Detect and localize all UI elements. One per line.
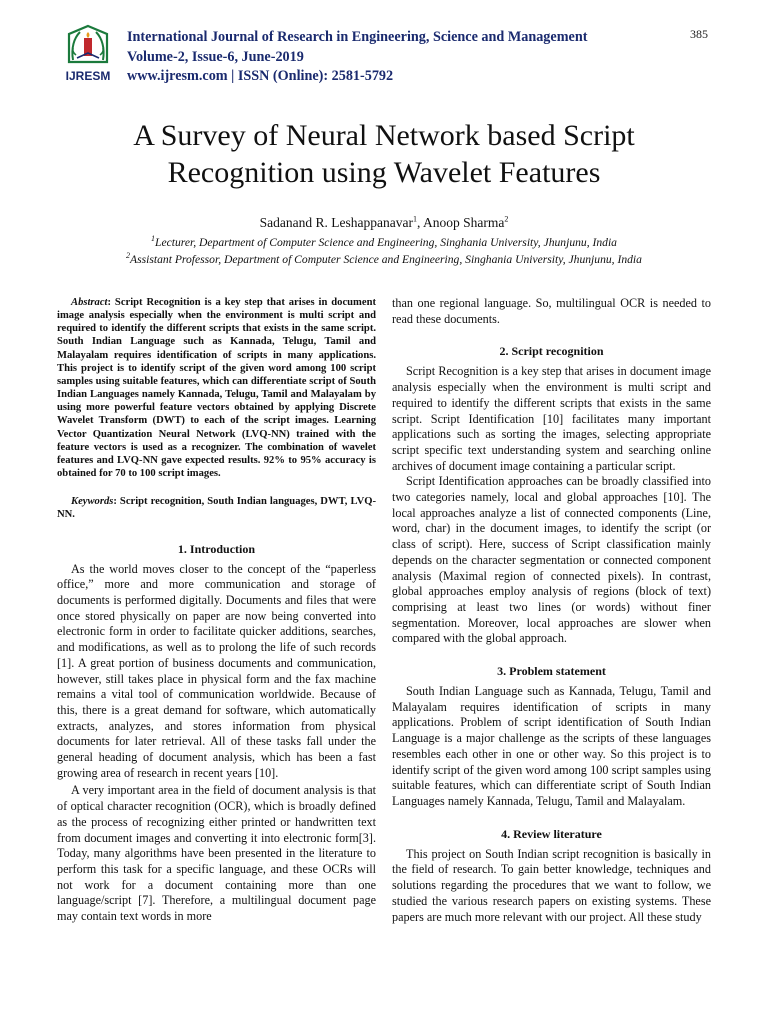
keywords [57,495,376,521]
title-line-2: Recognition using Wavelet Features [167,156,601,189]
section-heading-problem-statement: 3. Problem statement [497,664,606,679]
author-separator: , [416,215,423,230]
affiliation-2-text: Assistant Professor, Department of Computer Science and Engineering, Singhania University, Jhunjunu, India [130,253,642,266]
affiliation-1-text: Lecturer, Department of Computer Science and Engineering, Singhania University, Jhunjunu, India [155,236,617,249]
authors [40,215,728,231]
script-recognition-paragraph-2: Script Identification approaches can be broadly classified into two categories namely, local and global approaches [10]. The local approaches analyze a list of connected components (Line, word, char) in the document images, to identify the script (or class of script). Here, success of Script classification mainly depends on the character segmentation or connected component analysis (Maximal region of connected pixels). In contrast, global approaches employ analysis of regions (block of text) comprising at least two lines (or words) without finer segmentation. Moreover, local approaches are slower when compared with the global approach. [392,474,711,646]
author-1: Sadanand R. Leshappanavar [259,215,413,230]
paper-title [40,117,728,191]
script-recognition-paragraph-1: Script Recognition is a key step that arises in document image analysis especially when the environment is multi script and required to identify the different scripts that exists in the same script. Script Identification [10] facilitates many important applications such as sorting the images, selecting appropriate script specific text understanding system and searching online archives of document image containing a particular script. [392,364,711,473]
logo-text: IJRESM [65,69,111,83]
abstract [57,296,376,480]
author-1-sup: 1 [412,214,417,224]
affiliation-1 [40,236,728,249]
keywords-label: Keywords [71,496,114,508]
problem-paragraph-1: South Indian Language such as Kannada, Telugu, Tamil and Malayalam requires identification of scripts in many applications. Problem of script identification of South Indian Language is a major challenge as the scripts of these languages resembles each other in one or other way. So this project is to identify script of the given word among 100 script samples using suitable features, which can differentiate script of South Indian Languages namely Kannada, Telugu, Tamil and Malayalam. [392,684,711,808]
intro-paragraph-2: A very important area in the field of document analysis is that of optical character recognition (OCR), which is broadly defined as the process of recognizing either printed or handwritten text from document images and converting it into electronic form[3]. Today, many algorithms have been presented in the literature to perform this task for a specific language, and these OCRs will not work for a document containing more than one language/script [7]. Therefore, a multilingual document page may contain text words in more [57,783,376,924]
journal-site: www.ijresm.com | ISSN (Online): 2581-5792 [127,68,394,84]
ijresm-logo [60,20,116,86]
continuation-paragraph: than one regional language. So, multilingual OCR is needed to read these documents. [392,296,711,326]
left-column [57,296,376,925]
journal-issue: Volume-2, Issue-6, June-2019 [127,48,304,65]
journal-header [127,28,587,87]
author-2-sup: 2 [504,214,509,224]
author-2: Anoop Sharma [422,215,505,230]
keywords-text: : Script recognition, South Indian languages, DWT, LVQ-NN. [57,496,376,521]
journal-name: International Journal of Research in Engineering, Science and Management [127,29,588,45]
affiliation-2-sup: 2 [126,251,131,261]
review-paragraph-1: This project on South Indian script recognition is basically in the field of research. To gain better knowledge, techniques and solutions regarding the procedures that we want to follow, we studied the various research papers on existing systems. These papers are much more relevant with our project. All these study [392,846,711,924]
right-column [392,296,711,925]
intro-paragraph-1: As the world moves closer to the concept of the “paperless office,” more and more communication and storage of documents is performed digitally. Documents and files that were once stored physically on paper are now being converted into electronic form in order to facilitate quicker additions, searches, and modifications, as well as to prolong the life of such records [1]. A great portion of business documents and communication, however, still takes place in physical form and the fax machine remains a vital tool of communication worldwide. Because of this, there is a great demand for software, which automatically extracts, analyzes, and stores information from physical documents for later retrieval. All of these tasks fall under the general heading of document analysis, which has been a fast growing area of research in recent years [10]. [57,561,376,780]
section-heading-review-literature: 4. Review literature [501,826,602,841]
abstract-label: Abstract [71,297,108,308]
title-line-1: A Survey of Neural Network based Script [133,119,635,152]
affiliation-1-sup: 1 [151,234,156,244]
page-number: 385 [690,27,708,41]
abstract-text: : Script Recognition is a key step that arises in document image analysis especially when the environment is multi script and required to identify the different scripts that exists in the same script. South Indian Language such as Kannada, Telugu, Tamil and Malayalam requires identification of scripts in many applications. This project is to identify script of the given word among 100 script samples using suitable features, which can differentiate script of South Indian Languages namely Kannada, Telugu, Tamil and Malayalam by using more powerful feature vectors obtained by applying Discrete Wavelet Transform (DWT) to each of the script images. Learning Vector Quantization Neural Network (LVQ-NN) trained with the feature vectors is used as a recognizer. The combination of wavelet features and LVQ-NN gave expected results. 92% to 95% accuracy is obtained for 70 to 100 script images. [57,297,376,480]
section-heading-introduction: 1. Introduction [177,541,256,556]
affiliation-2 [40,253,728,266]
section-heading-script-recognition: 2. Script recognition [499,344,604,359]
